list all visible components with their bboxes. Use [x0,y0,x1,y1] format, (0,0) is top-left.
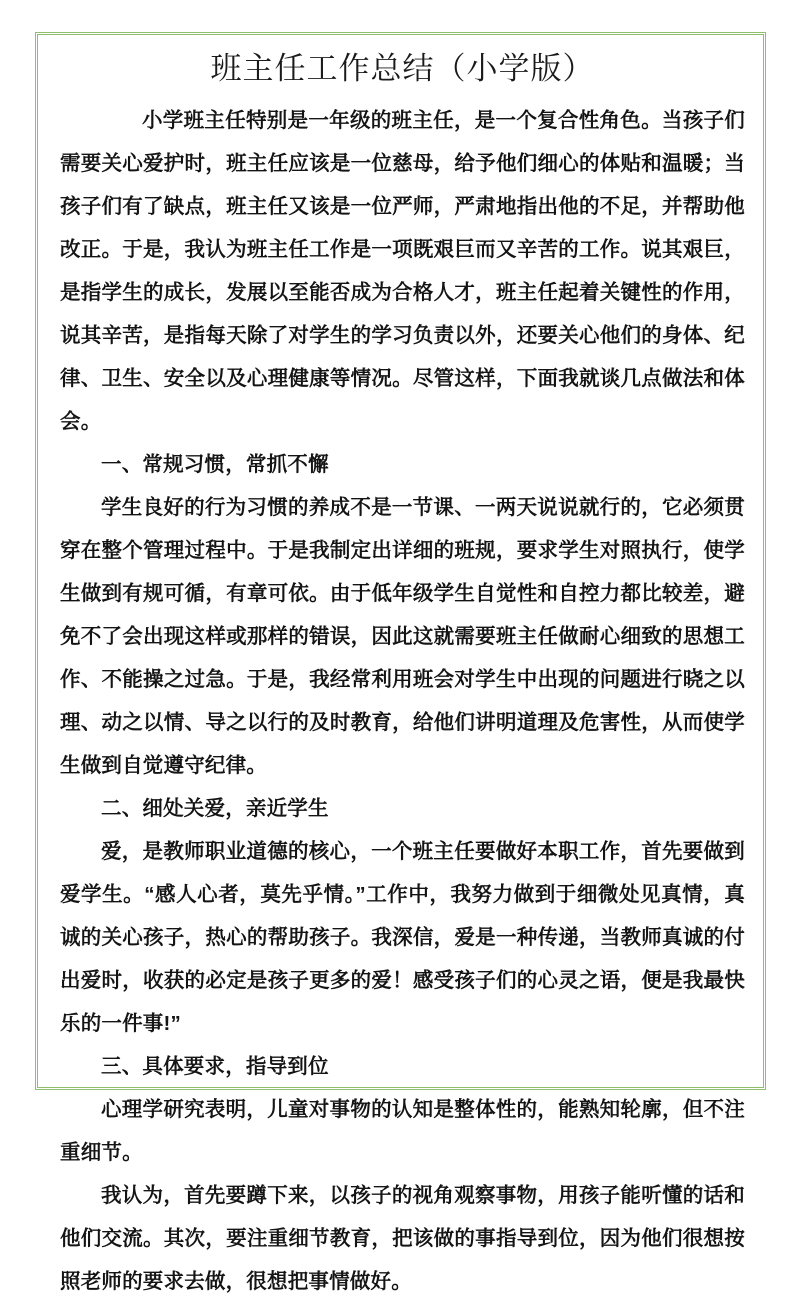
document-content [38,35,763,1293]
section-heading-three: 三、具体要求，指导到位 [101,1055,329,1078]
paragraph-section-three-body-a: 心理学研究表明，儿童对事物的认知是整体性的，能熟知轮廓，但不注重细节。 [60,1098,745,1164]
paragraph-section-two-body: 爱，是教师职业道德的核心，一个班主任要做好本职工作，首先要做到爱学生。“感人心者，莫先乎情。”工作中，我努力做到于细微处见真情，真诚的关心孩子，热心的帮助孩子。我深信，爱是一种传递，当教师真诚的付出爱时，收获的必定是孩子更多的爱！感受孩子们的心灵之语，便是我最快乐的一件事!” [60,840,745,1035]
paragraph-section-one-body: 学生良好的行为习惯的养成不是一节课、一两天说说就行的，它必须贯穿在整个管理过程中。于是我制定出详细的班规，要求学生对照执行，使学生做到有规可循，有章可依。由于低年级学生自觉性和自控力都比较差，避免不了会出现这样或那样的错误，因此这就需要班主任做耐心细致的思想工作、不能操之过急。于是，我经常利用班会对学生中出现的问题进行晓之以理、动之以情、导之以行的及时教育，给他们讲明道理及危害性，从而使学生做到自觉遵守纪律。 [60,496,745,777]
section-heading-two: 二、细处关爱，亲近学生 [101,797,329,820]
paragraph-intro: 小学班主任特别是一年级的班主任，是一个复合性角色。当孩子们需要关心爱护时，班主任应该是一位慈母，给予他们细心的体贴和温暖；当孩子们有了缺点，班主任又该是一位严师，严肃地指出他的不足，并帮助他改正。于是，我认为班主任工作是一项既艰巨而又辛苦的工作。说其艰巨，是指学生的成长，发展以至能否成为合格人才，班主任起着关键性的作用，说其辛苦，是指每天除了对学生的学习负责以外，还要关心他们的身体、纪律、卫生、安全以及心理健康等情况。尽管这样，下面我就谈几点做法和体会。 [60,109,745,433]
page-title: 班主任工作总结（小学版） [210,51,595,86]
page-border-frame [35,32,766,1293]
section-heading-one: 一、常规习惯，常抓不懈 [101,453,329,476]
paragraph-section-three-body-b: 我认为，首先要蹲下来，以孩子的视角观察事物，用孩子能听懂的话和他们交流。其次，要注重细节教育，把该做的事指导到位，因为他们很想按照老师的要求去做，很想把事情做好。 [60,1184,745,1293]
